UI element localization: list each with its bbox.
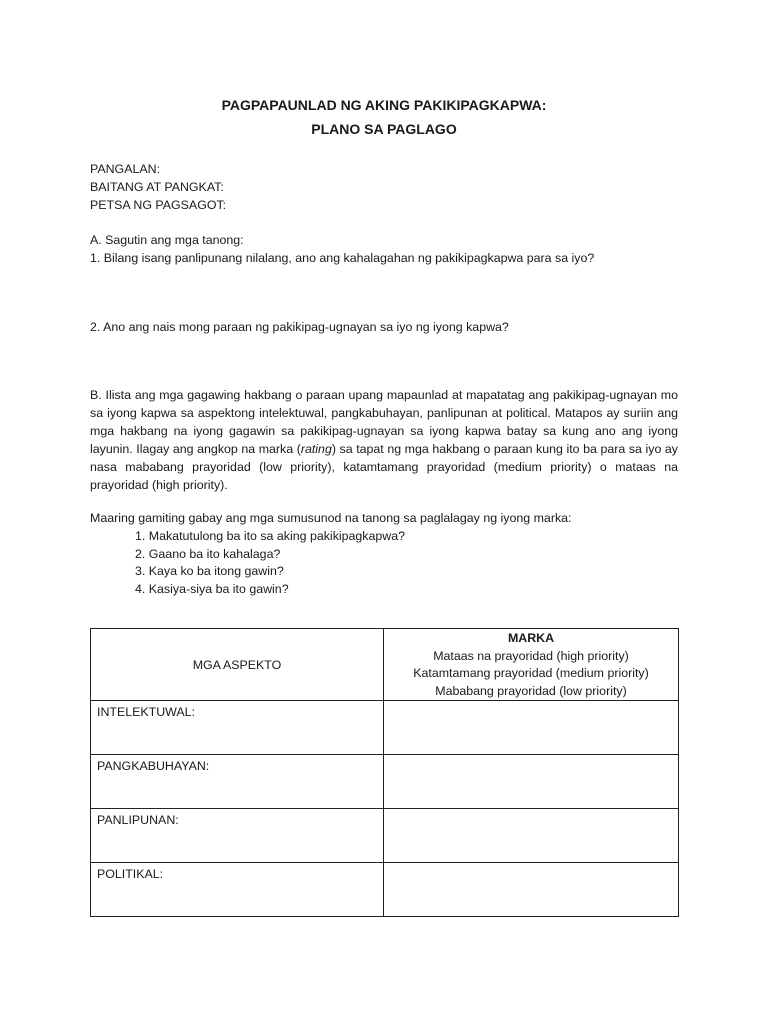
page-subtitle: PLANO SA PAGLAGO (311, 121, 457, 137)
section-a-heading: A. Sagutin ang mga tanong: (90, 233, 244, 247)
section-b-text-part2: ) sa tapat ng mga hakbang o paraan kung ito ba para sa iyo ay nasa mababang prayoridad (low priority), katamtamang prayoridad (medium priority) o mataas na prayoridad (high priority). (90, 442, 678, 492)
section-b-instructions (90, 386, 678, 494)
table-row (91, 755, 679, 809)
marka-header (384, 629, 679, 701)
date-field-label: PETSA NG PAGSAGOT: (90, 198, 227, 212)
aspect-pangkabuhayan: PANGKABUHAYAN: (91, 755, 384, 809)
marka-title: MARKA (507, 631, 555, 645)
table-row (91, 809, 679, 863)
question-2: 2. Ano ang nais mong paraan ng pakikipag-ugnayan sa iyo ng iyong kapwa? (90, 320, 509, 334)
aspect-politikal: POLITIKAL: (91, 863, 384, 917)
table-row (91, 701, 679, 755)
rating-cell[interactable] (384, 863, 679, 917)
marka-high: Mataas na prayoridad (high priority) (433, 648, 629, 663)
guide-intro: Maaring gamiting gabay ang mga sumusunod na tanong sa paglalagay ng iyong marka: (90, 511, 572, 525)
rating-cell[interactable] (384, 701, 679, 755)
aspect-panlipunan: PANLIPUNAN: (91, 809, 384, 863)
question-1: 1. Bilang isang panlipunang nilalang, ano ang kahalagahan ng pakikipagkapwa para sa iyo? (90, 251, 595, 265)
section-b-rating-term: rating (300, 442, 332, 456)
rating-table (90, 628, 679, 917)
aspect-intelektuwal: INTELEKTUWAL: (91, 701, 384, 755)
rating-cell[interactable] (384, 809, 679, 863)
guide-item: 1. Makatutulong ba ito sa aking pakikipagkapwa? (135, 529, 406, 543)
guide-item: 3. Kaya ko ba itong gawin? (135, 564, 284, 578)
guide-item: 2. Gaano ba ito kahalaga? (135, 547, 281, 561)
table-header-row (91, 629, 679, 701)
name-field-label: PANGALAN: (90, 162, 161, 176)
marka-low: Mababang prayoridad (low priority) (435, 683, 627, 698)
page-title: PAGPAPAUNLAD NG AKING PAKIKIPAGKAPWA: (221, 97, 547, 113)
section-b-text-part1: B. Ilista ang mga gagawing hakbang o paraan upang mapaunlad at mapatatag ang pakikipag-ugnayan mo sa iyong kapwa sa aspektong intelektuwal, pangkabuhayan, panlipunan at political. Matapos ay suriin ang mga hakbang na iyong gagawin sa pakikipag-ugnayan sa iyong kapwa batay sa kung ano ang iyong layunin. Ilagay ang angkop na marka ( (90, 388, 678, 456)
table-row (91, 863, 679, 917)
guide-item: 4. Kasiya-siya ba ito gawin? (135, 582, 289, 596)
marka-medium: Katamtamang prayoridad (medium priority) (413, 666, 649, 680)
aspects-header: MGA ASPEKTO (91, 629, 384, 701)
rating-cell[interactable] (384, 755, 679, 809)
grade-section-field-label: BAITANG AT PANGKAT: (90, 180, 224, 194)
